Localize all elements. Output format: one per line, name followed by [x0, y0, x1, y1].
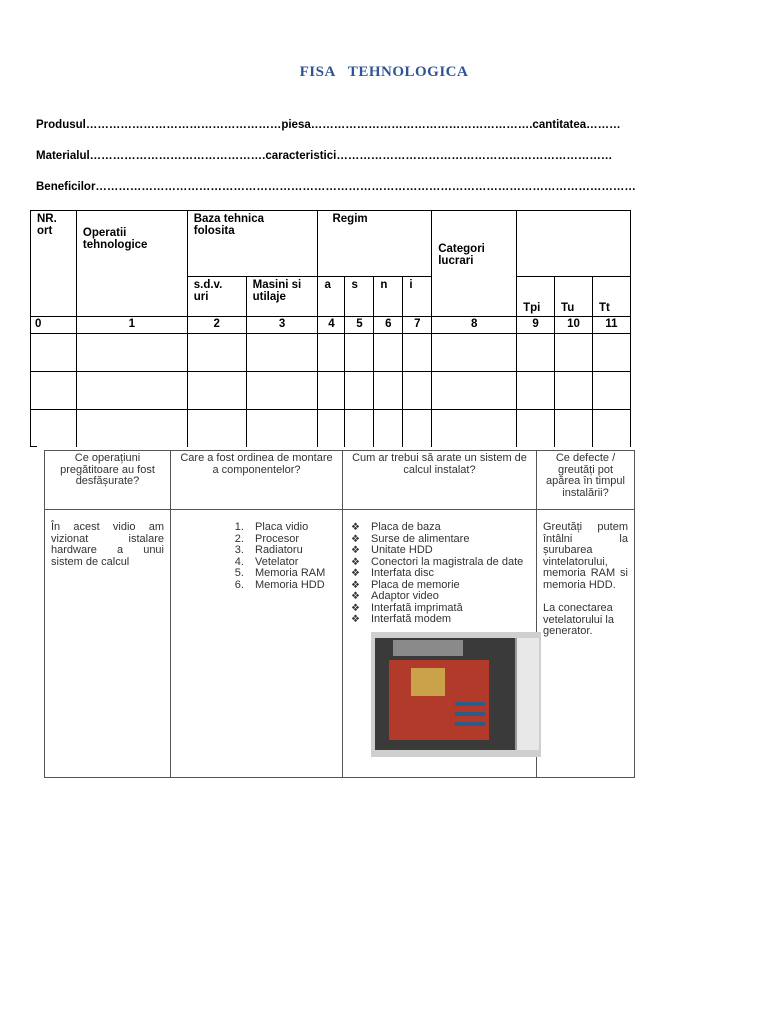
question-header: Care a fost ordinea de montare a componentelor?: [171, 451, 343, 510]
list-item: ❖ Adaptor video: [351, 590, 439, 602]
table-row: [31, 410, 631, 448]
col-number: 9: [517, 317, 555, 334]
header-baza-tehnica: Baza tehnica folosita: [187, 211, 318, 277]
header-n: n: [374, 277, 403, 317]
list-item: ❖ Placa de baza: [351, 521, 441, 533]
diamond-bullet-icon: ❖: [351, 602, 360, 614]
diamond-bullet-icon: ❖: [351, 556, 360, 568]
header-tt: Tt: [592, 277, 630, 317]
list-item: ❖ Unitate HDD: [351, 544, 433, 556]
header-norma-timp: [517, 211, 631, 277]
question-header: Cum ar trebui să arate un sistem de calcul instalat?: [343, 451, 537, 510]
table-corner-mark: [30, 442, 37, 447]
col-number: 5: [345, 317, 374, 334]
question-header: Ce operațiuni pregătitoare au fost desfășurate?: [45, 451, 171, 510]
table-row: [31, 334, 631, 372]
col-number: 2: [187, 317, 246, 334]
col-number: 4: [318, 317, 345, 334]
header-sdv: s.d.v. uri: [187, 277, 246, 317]
diamond-bullet-icon: ❖: [351, 591, 360, 602]
list-item: ❖ Interfata disc: [351, 567, 434, 579]
header-tu: Tu: [555, 277, 593, 317]
title-word-1: FISA: [299, 64, 336, 80]
table-row: [31, 372, 631, 410]
header-categorii-lucrari: Categori lucrari: [432, 211, 517, 317]
col-number: 10: [555, 317, 593, 334]
list-item: ❖ Placa de memorie: [351, 578, 460, 591]
diamond-bullet-icon: ❖: [351, 522, 360, 533]
title-word-2: TEHNOLOGICA: [347, 64, 469, 80]
list-item: 4. Vetelator: [247, 557, 336, 569]
question-header: Ce defecte / greutăți pot apărea în timpul instalării?: [537, 451, 635, 510]
col-number: 0: [31, 317, 77, 334]
diamond-bullet-icon: ❖: [351, 545, 360, 556]
diamond-bullet-icon: ❖: [351, 568, 360, 579]
technology-sheet-table: [30, 210, 631, 447]
column-number-row: [31, 317, 631, 334]
answer-preparation: În acest vidio am vizionat istalare hardware a unui sistem de calcul: [45, 510, 171, 778]
header-tpi: Tpi: [517, 277, 555, 317]
answer-system-components: [343, 510, 537, 778]
list-item: ❖ Surse de alimentare: [351, 532, 470, 545]
diamond-bullet-icon: ❖: [351, 533, 360, 545]
list-item: ❖ Conectori la magistrala de date: [351, 555, 524, 568]
list-item: 3. Radiatoru: [247, 545, 336, 557]
header-operatii: Operatii tehnologice: [76, 211, 187, 317]
header-s: s: [345, 277, 374, 317]
col-number: 3: [246, 317, 318, 334]
answer-defects: Greutăți putem întâlni la șurubarea vintelatorului, memoria RAM si memoria HDD. La conectarea vetelatorului la generator.: [537, 510, 635, 778]
computer-case-photo: [371, 632, 541, 757]
header-nr-ord: NR. ort: [31, 211, 77, 317]
list-item: 2. Procesor: [247, 534, 336, 546]
field-produsul: Produsul……………………………………………piesa………………………………………………….cantitatea………: [36, 119, 621, 131]
col-number: 11: [592, 317, 630, 334]
header-a: a: [318, 277, 345, 317]
field-materialul: Materialul……………………………………….caracteristici………………………………………………………………: [36, 150, 613, 162]
col-number: 8: [432, 317, 517, 334]
col-number: 7: [403, 317, 432, 334]
answer-assembly-order: [171, 510, 343, 778]
list-item: 1. Placa vidio: [247, 522, 336, 534]
col-number: 6: [374, 317, 403, 334]
list-item: ❖ Interfată imprimată: [351, 601, 463, 614]
header-regim: Regim: [318, 211, 432, 277]
list-item: 6. Memoria HDD: [247, 580, 336, 592]
diamond-bullet-icon: ❖: [351, 614, 360, 625]
col-number: 1: [76, 317, 187, 334]
document-title: [0, 64, 768, 81]
diamond-bullet-icon: ❖: [351, 579, 360, 591]
field-beneficiar: Beneficilor……………………………………………………………………………………………………………………………: [36, 181, 636, 193]
header-i: i: [403, 277, 432, 317]
questions-table: [44, 450, 635, 778]
list-item: ❖ Interfată modem: [351, 613, 452, 625]
header-masini: Masini si utilaje: [246, 277, 318, 317]
list-item: 5. Memoria RAM: [247, 568, 336, 580]
